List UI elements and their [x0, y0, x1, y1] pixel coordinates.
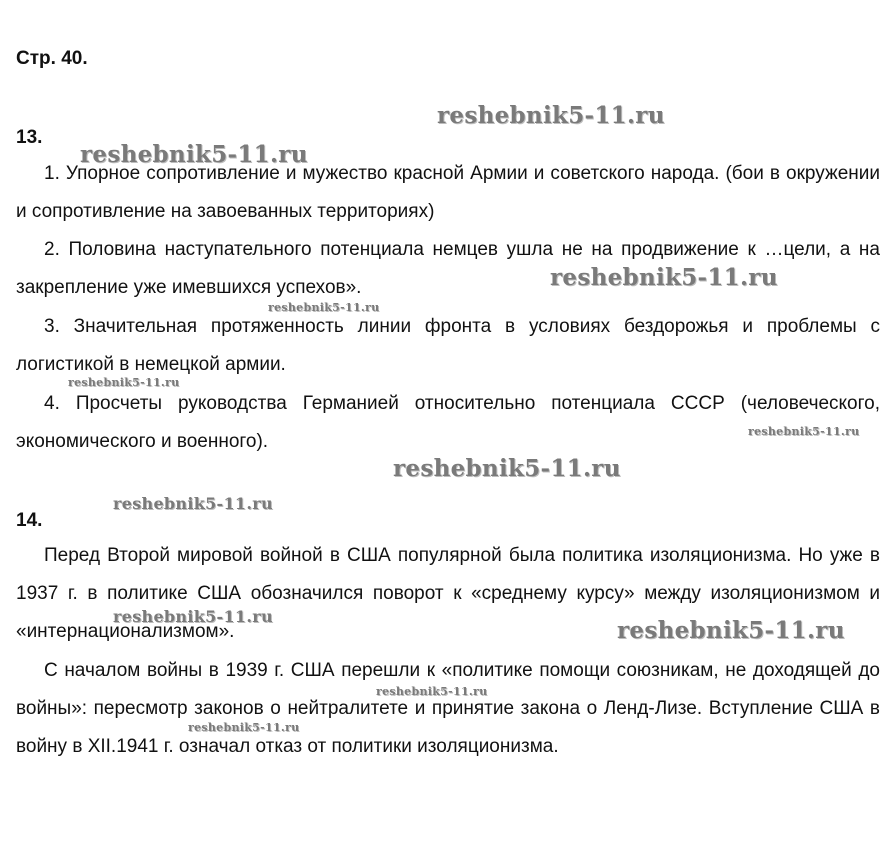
- watermark: reshebnik5-11.ru: [113, 607, 273, 626]
- watermark: reshebnik5-11.ru: [617, 617, 845, 644]
- section-13-number: 13.: [16, 127, 43, 148]
- watermark: reshebnik5-11.ru: [376, 685, 488, 698]
- watermark: reshebnik5-11.ru: [393, 455, 621, 482]
- section-13-item-4: 4. Просчеты руководства Германией относительно потенциала СССР (человеческого, экономического и военного).: [16, 393, 880, 452]
- section-14-number: 14.: [16, 510, 43, 531]
- section-13-item-3: 3. Значительная протяженность линии фронта в условиях бездорожья и проблемы с логистикой в немецкой армии.: [16, 316, 880, 375]
- watermark: reshebnik5-11.ru: [188, 721, 300, 734]
- section-14-paragraph-2: С началом войны в 1939 г. США перешли к «политике помощи союзникам, не доходящей до войны»: пересмотр законов о нейтралитете и принятие закона о Ленд-Лизе. Вступление США в войну в XII.1941 г. означал отказ от политики изоляционизма.: [16, 660, 880, 757]
- section-13-item-2: 2. Половина наступательного потенциала немцев ушла не на продвижение к …цели, а на закрепление уже имевшихся успехов».: [16, 239, 880, 298]
- watermark: reshebnik5-11.ru: [68, 376, 180, 389]
- watermark: reshebnik5-11.ru: [437, 102, 665, 129]
- page-number: Стр. 40.: [16, 48, 88, 69]
- watermark: reshebnik5-11.ru: [80, 141, 308, 168]
- watermark: reshebnik5-11.ru: [113, 494, 273, 513]
- watermark: reshebnik5-11.ru: [550, 264, 778, 291]
- watermark: reshebnik5-11.ru: [748, 425, 860, 438]
- section-13-item-1: 1. Упорное сопротивление и мужество красной Армии и советского народа. (бои в окружении и сопротивление на завоеванных территориях): [16, 163, 880, 222]
- watermark: reshebnik5-11.ru: [268, 301, 380, 314]
- section-14-paragraph-1: Перед Второй мировой войной в США популярной была политика изоляционизма. Но уже в 1937 г. в политике США обозначился поворот к «среднему курсу» между изоляционизмом и «интернационализмом».: [16, 545, 880, 642]
